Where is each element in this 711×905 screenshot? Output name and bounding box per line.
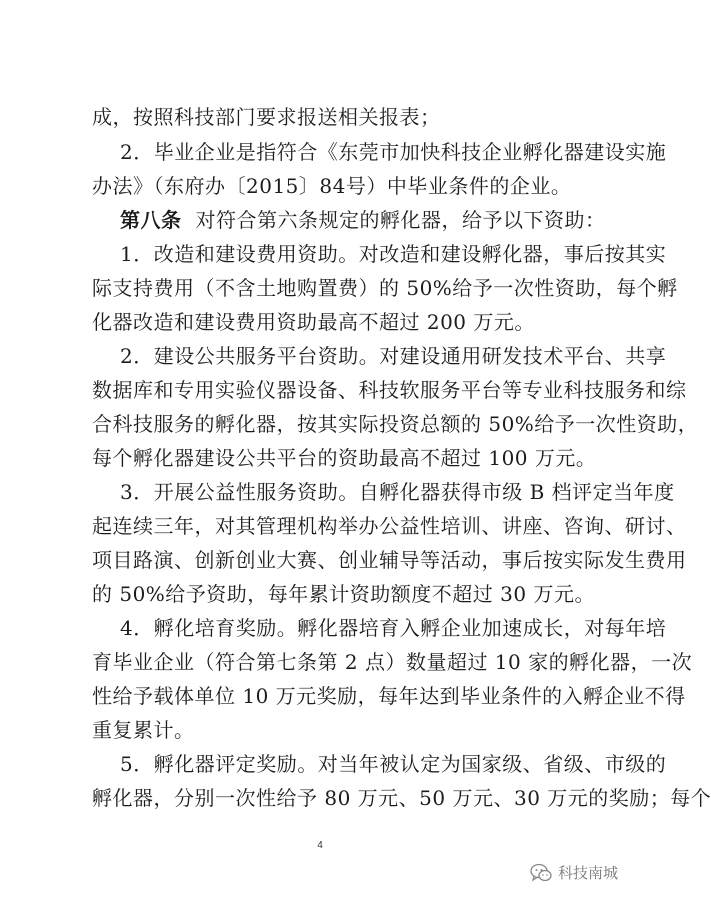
text-line: 1．改造和建设费用资助。对改造和建设孵化器，事后按其实 — [120, 242, 667, 266]
text-line: 2．毕业企业是指符合《东莞市加快科技企业孵化器建设实施 — [120, 140, 667, 164]
text-line: 5．孵化器评定奖励。对当年被认定为国家级、省级、市级的 — [120, 752, 667, 776]
text-line: 成，按照科技部门要求报送相关报表； — [92, 105, 441, 129]
text-line: 项目路演、创新创业大赛、创业辅导等活动，事后按实际发生费用 — [92, 548, 687, 572]
text-line: 办法》（东府办〔2015〕84号）中毕业条件的企业。 — [92, 174, 572, 198]
text-line: 4．孵化培育奖励。孵化器培育入孵企业加速成长，对每年培 — [120, 616, 667, 640]
watermark-text: 科技南城 — [557, 864, 618, 882]
article-line — [120, 208, 606, 232]
wechat-icon — [530, 863, 552, 883]
text-line: 数据库和专用实验仪器设备、科技软服务平台等专业科技服务和综 — [92, 378, 687, 402]
text-line: 对符合第六条规定的孵化器，给予以下资助： — [195, 208, 606, 232]
text-line: 性给予载体单位 10 万元奖励，每年达到毕业条件的入孵企业不得 — [92, 684, 686, 708]
page-number: 4 — [317, 840, 323, 851]
text-line: 的 50%给予资助，每年累计资助额度不超过 30 万元。 — [92, 582, 595, 606]
article-heading: 第八条 — [120, 208, 182, 232]
text-line: 3．开展公益性服务资助。自孵化器获得市级 B 档评定当年度 — [120, 480, 675, 504]
text-line: 重复累计。 — [92, 718, 195, 742]
text-line: 2．建设公共服务平台资助。对建设通用研发技术平台、共享 — [120, 344, 667, 368]
text-line: 际支持费用（不含土地购置费）的 50%给予一次性资助，每个孵 — [92, 276, 678, 300]
text-line: 每个孵化器建设公共平台的资助最高不超过 100 万元。 — [92, 446, 597, 470]
text-line: 育毕业企业（符合第七条第 2 点）数量超过 10 家的孵化器，一次 — [92, 650, 693, 674]
text-line: 孵化器，分别一次性给予 80 万元、50 万元、30 万元的奖励；每个 — [92, 786, 711, 810]
watermark — [530, 862, 618, 883]
text-line: 化器改造和建设费用资助最高不超过 200 万元。 — [92, 310, 535, 334]
text-line: 起连续三年，对其管理机构举办公益性培训、讲座、咨询、研讨、 — [92, 514, 687, 538]
text-line: 合科技服务的孵化器，按其实际投资总额的 50%给予一次性资助， — [92, 412, 699, 436]
